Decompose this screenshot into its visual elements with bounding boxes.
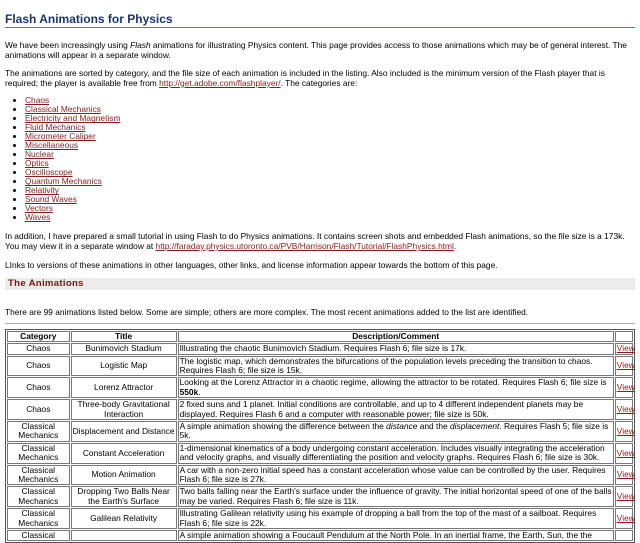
row-category: Classical Mechanics <box>7 486 70 507</box>
row-title: Galilean Relativity <box>71 508 177 529</box>
intro-text-b: animations for illustrating Physics content. This page provides access to those animations which may be of general interest. The animations will appear in a separate window. <box>5 40 627 60</box>
table-row <box>7 343 633 354</box>
category-item <box>25 96 635 105</box>
category-link[interactable]: Chaos <box>25 95 50 106</box>
view-link[interactable]: View <box>616 491 635 502</box>
row-view-cell <box>615 530 633 541</box>
header-description: Description/Comment <box>178 331 614 342</box>
description-text: . Requires Flash 5; file size is 5k. <box>179 421 609 441</box>
count-note: There are 99 animations listed below. Some are simple; others are more complex. The most recent animations added to the list are identified. <box>5 307 529 318</box>
row-view-cell <box>615 343 633 354</box>
category-link[interactable]: Micrometer Caliper <box>25 131 96 142</box>
table-row <box>7 356 633 377</box>
view-link[interactable]: View <box>616 512 635 523</box>
category-link[interactable]: Classical Mechanics <box>25 104 101 115</box>
row-category: Chaos <box>7 343 70 354</box>
category-item <box>25 132 635 141</box>
description-text: . <box>198 386 201 397</box>
description-emphasis: displacement <box>449 421 500 431</box>
row-title: Motion Animation <box>71 465 177 486</box>
row-view-cell <box>615 443 633 464</box>
row-view-cell <box>615 508 633 529</box>
table-header-row <box>7 331 633 342</box>
table-row <box>7 421 633 442</box>
tutorial-text-a: In addition, I have prepared a small tutorial in using Flash to do Physics animations. It contains screen shots and embedded Flash animations, so the file size is a 173k. You may view it in a separate window at <box>5 231 625 251</box>
row-view-cell <box>615 465 633 486</box>
header-category: Category <box>7 331 70 342</box>
row-category: Classical Mechanics <box>7 508 70 529</box>
intro-text-a: We have been increasingly using <box>5 40 131 50</box>
links-note: LInks to versions of these animations in other languages, other links, and license information appear towards the bottom of this page. <box>5 259 498 270</box>
view-link[interactable]: View <box>616 447 635 458</box>
category-item <box>25 141 635 150</box>
row-title: Displacement and Distance <box>71 421 177 442</box>
divider <box>5 323 635 324</box>
row-description <box>178 421 614 442</box>
row-title: Bunimovich Stadium <box>71 343 177 354</box>
row-title: Logistic Map <box>71 356 177 377</box>
section-heading: The Animations <box>5 278 635 290</box>
row-title: Dropping Two Balls Near the Earth's Surface <box>71 486 177 507</box>
category-item <box>25 195 635 204</box>
intro-paragraph <box>5 41 635 60</box>
category-item <box>25 186 635 195</box>
table-row <box>7 508 633 529</box>
row-view-cell <box>615 399 633 420</box>
row-view-cell <box>615 377 633 398</box>
page-title: Flash Animations for Physics <box>5 12 635 28</box>
row-title: Three-body Gravitational Interaction <box>71 399 177 420</box>
category-link[interactable]: Optics <box>25 158 49 169</box>
category-link[interactable]: Electricity and Magnetism <box>25 113 121 124</box>
category-link[interactable]: Relativity <box>25 185 59 196</box>
category-item <box>25 168 635 177</box>
category-link[interactable]: Waves <box>25 212 51 223</box>
row-title: Lorenz Attractor <box>71 377 177 398</box>
category-list <box>5 96 635 222</box>
view-link[interactable]: View <box>616 382 635 393</box>
row-title <box>71 530 177 541</box>
sorted-text-b: . The categories are: <box>280 77 358 88</box>
table-row <box>7 486 633 507</box>
row-category: Classical <box>7 530 70 541</box>
row-category: Chaos <box>7 377 70 398</box>
view-link[interactable]: View <box>616 403 635 414</box>
row-category: Chaos <box>7 356 70 377</box>
view-link[interactable]: View <box>616 469 635 480</box>
category-link[interactable]: Quantum Mechanics <box>25 176 102 187</box>
category-item <box>25 123 635 132</box>
table-row <box>7 443 633 464</box>
category-item <box>25 150 635 159</box>
description-text: Looking at the Lorenz Attractor in a chaotic regime, allowing the attractor to be rotated. Requires Flash 6; file size is <box>179 377 607 388</box>
sorted-text-a: The animations are sorted by category, and the file size of each animation is included in the listing. Also included is the minimum version of the Flash player that is required; the player is available free from <box>5 68 605 88</box>
row-description: 2 fixed suns and 1 planet. Initial conditions are controllable, and up to 4 different independent planets may be displayed. Requires Flash 6 and a computer with reasonable power; file size is 50k. <box>178 399 614 420</box>
table-row <box>7 377 633 398</box>
row-view-cell <box>615 421 633 442</box>
row-category: Chaos <box>7 399 70 420</box>
table-row <box>7 530 633 541</box>
row-category: Classical Mechanics <box>7 465 70 486</box>
row-view-cell <box>615 356 633 377</box>
category-link[interactable]: Nuclear <box>25 149 54 160</box>
description-text: and the <box>417 421 450 431</box>
row-description: Two balls falling near the Earth's surface under the influence of gravity. The initial horizontal speed of one of the balls may be varied. Requires Flash 6; file size is 11k. <box>178 486 614 507</box>
row-category: Classical Mechanics <box>7 421 70 442</box>
category-item <box>25 114 635 123</box>
category-item <box>25 177 635 186</box>
description-text: A simple animation showing the difference between the <box>179 421 387 431</box>
category-item <box>25 159 635 168</box>
view-link[interactable]: View <box>616 343 635 354</box>
view-link[interactable]: View <box>616 425 635 436</box>
tutorial-link[interactable]: http://faraday.physics.utoronto.ca/PVB/Harrison/Flash/Tutorial/FlashPhysics.html <box>155 240 454 251</box>
category-item <box>25 213 635 222</box>
tutorial-paragraph <box>5 232 635 251</box>
view-link[interactable]: View <box>616 360 635 371</box>
category-link[interactable]: Vectors <box>25 203 53 214</box>
row-description: Illustrating Galilean relativity using his example of dropping a ball from the top of the mast of a sailboat. Requires Flash 6; file size is 22k. <box>178 508 614 529</box>
row-description: Illustrating the chaotic Bunimovich Stadium. Requires Flash 6; file size is 17k. <box>178 343 614 354</box>
table-row <box>7 399 633 420</box>
row-description: 1-dimensional kinematics of a body undergoing constant acceleration. Includes visually integrating the acceleration and velocity graphs, and visually differentiating the position and velocity graphs. Requires Flash 6; file size is 30k. <box>178 443 614 464</box>
category-item <box>25 204 635 213</box>
row-description: A simple animation showing a Foucault Pendulum at the North Pole. In an inertial frame, the Earth, Sun, the the <box>178 530 614 541</box>
row-description <box>178 377 614 398</box>
description-filesize: 550k <box>179 386 199 397</box>
row-description: The logistic map, which demonstrates the bifurcations of the population levels preceding the transition to chaos. Requires Flash 6; file size is 15k. <box>178 356 614 377</box>
header-view <box>615 331 633 342</box>
flash-player-link[interactable]: http://get.adobe.com/flashplayer/ <box>159 77 281 88</box>
row-category: Classical Mechanics <box>7 443 70 464</box>
table-row <box>7 465 633 486</box>
animations-table <box>5 329 635 543</box>
row-title: Constant Acceleration <box>71 443 177 464</box>
description-emphasis: distance <box>386 421 418 431</box>
category-link[interactable]: Sound Waves <box>25 194 77 205</box>
sorted-paragraph <box>5 69 635 88</box>
category-link[interactable]: Oscilloscope <box>25 167 73 178</box>
category-link[interactable]: Miscellaneous <box>25 140 79 151</box>
tutorial-text-b: . <box>453 240 457 251</box>
category-link[interactable]: Fluid Mechanics <box>25 122 86 133</box>
row-view-cell <box>615 486 633 507</box>
header-title: Title <box>71 331 177 342</box>
intro-flash-word: Flash <box>130 40 151 50</box>
row-description: A car with a non-zero initial speed has a constant acceleration whose value can be controlled by the user. Requires Flash 6; file size is 27k. <box>178 465 614 486</box>
